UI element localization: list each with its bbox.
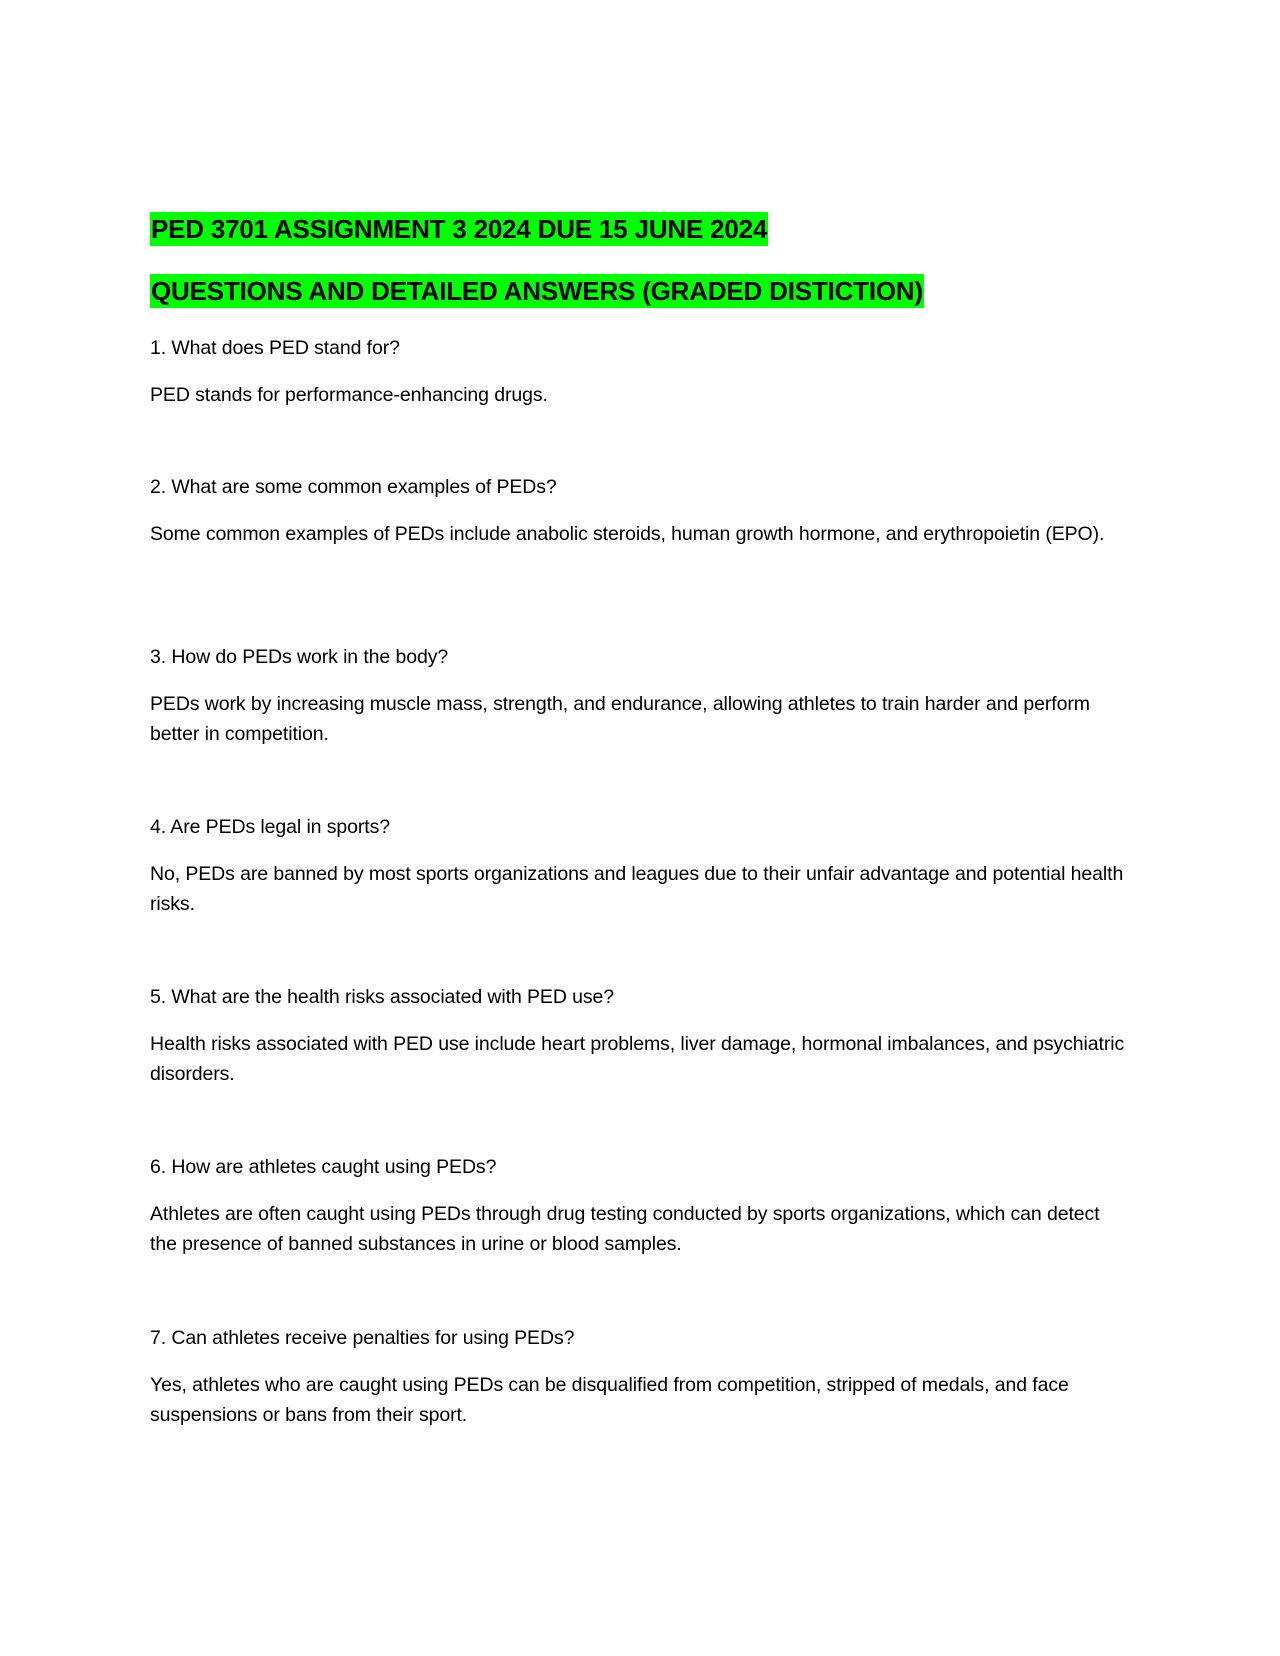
qa-item xyxy=(150,1323,1130,1433)
answer-text: PEDs work by increasing muscle mass, strength, and endurance, allowing athletes to train harder and perform better in competition. xyxy=(150,693,1090,745)
qa-item xyxy=(150,642,1130,812)
document-title: PED 3701 ASSIGNMENT 3 2024 DUE 15 JUNE 2024 xyxy=(151,214,768,244)
question-text: 3. How do PEDs work in the body? xyxy=(150,646,449,668)
answer-text: Some common examples of PEDs include anabolic steroids, human growth hormone, and erythropoietin (EPO). xyxy=(150,523,1105,545)
answer-text: Health risks associated with PED use include heart problems, liver damage, hormonal imbalances, and psychiatric disorders. xyxy=(150,1033,1125,1085)
qa-item xyxy=(150,812,1130,982)
qa-list xyxy=(150,333,1130,1433)
qa-item xyxy=(150,982,1130,1152)
qa-item xyxy=(150,472,1130,642)
question-text: 2. What are some common examples of PEDs? xyxy=(150,476,557,498)
document-body xyxy=(150,209,1130,1433)
question-text: 1. What does PED stand for? xyxy=(150,337,400,359)
answer-text: PED stands for performance-enhancing drugs. xyxy=(150,384,548,406)
question-text: 7. Can athletes receive penalties for using PEDs? xyxy=(150,1327,575,1349)
qa-item xyxy=(150,1152,1130,1323)
answer-text: Yes, athletes who are caught using PEDs can be disqualified from competition, stripped of medals, and face suspensions or bans from their sport. xyxy=(150,1374,1069,1426)
subtitle-line xyxy=(150,271,1130,333)
question-text: 6. How are athletes caught using PEDs? xyxy=(150,1156,497,1178)
answer-text: No, PEDs are banned by most sports organizations and leagues due to their unfair advantage and potential health risks. xyxy=(150,863,1124,915)
document-subtitle: QUESTIONS AND DETAILED ANSWERS (GRADED DISTICTION) xyxy=(151,276,923,306)
answer-text: Athletes are often caught using PEDs through drug testing conducted by sports organizations, which can detect the presence of banned substances in urine or blood samples. xyxy=(150,1203,1100,1255)
qa-item xyxy=(150,333,1130,472)
question-text: 4. Are PEDs legal in sports? xyxy=(150,816,390,838)
title-line xyxy=(150,209,1130,271)
question-text: 5. What are the health risks associated with PED use? xyxy=(150,986,615,1008)
